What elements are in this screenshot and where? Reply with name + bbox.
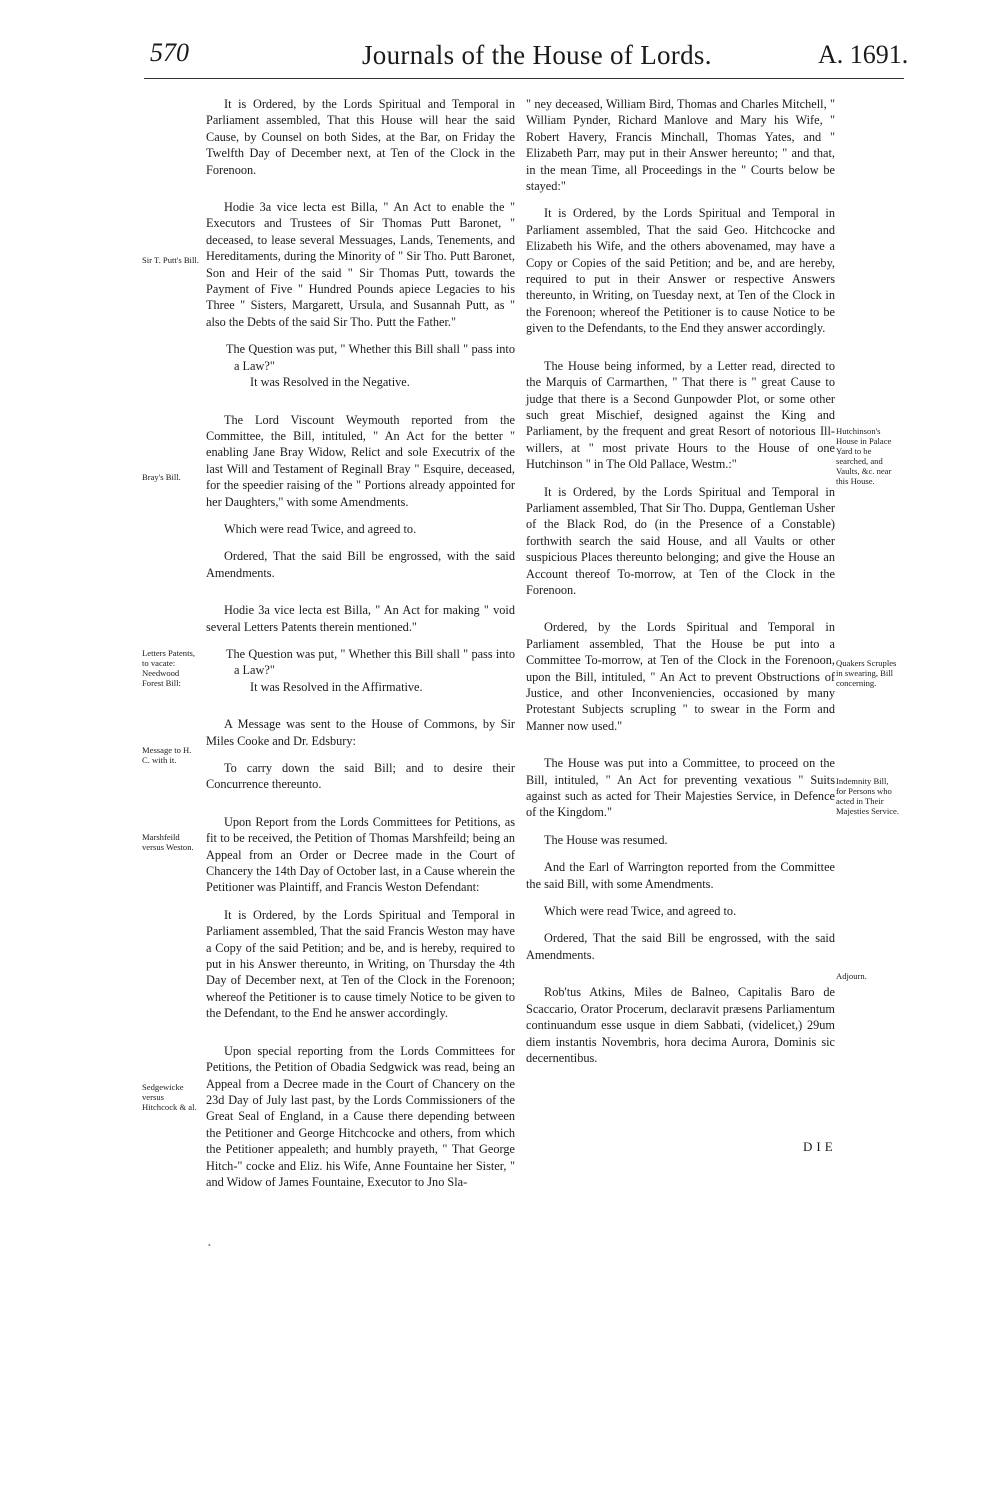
paragraph: It is Ordered, by the Lords Spiritual and Temporal in Parliament assembled, That the said Francis Weston may have a Copy of the said Petition; and be, and is hereby, required to put in his Answer thereunto, in Writing, on Thursday the 4th Day of December next, at Ten of the Clock in the Forenoon; whereof the Petitioner is to cause timely Notice to be given to the Defendant, to the End he answer accordingly. [206, 907, 515, 1021]
margin-note-quakers: Quakers Scruples in swearing, Bill concerning. [836, 658, 897, 688]
paragraph: The House was put into a Committee, to proceed on the Bill, intituled, " An Act for preventing vexatious " Suits against such as acted for Their Majesties Service, in Defence of the Kingdom." [526, 756, 835, 820]
margin-note-adjourn: Adjourn. [836, 971, 867, 981]
paragraph: The Lord Viscount Weymouth reported from the Committee, the Bill, intituled, " An Act for the better " enabling Jane Bray Widow, Relict and sole Executrix of the last Will and Testament of Reginall Bray " Esquire, deceased, for the speedier raising of the " Portions already appointed for her Daughters," with some Amendments. [206, 412, 515, 509]
paragraph: " ney deceased, William Bird, Thomas and Charles Mitchell, " William Pynder, Richard Manlove and Mary his Wife, " Robert Havery, Francis Minchall, Thomas Yates, and " Elizabeth Parr, may put in their Answer hereunto; " and that, in the mean Time, all Proceedings in the " Courts below be stayed:" [526, 97, 835, 194]
margin-note-message: Message to H. C. with it. [142, 745, 192, 765]
paragraph: The House being informed, by a Letter read, directed to the Marquis of Carmarthen, " That there is " great Cause to judge that there is a Second Gunpowder Plot, or some other such great Mischief, designed against the King and Parliament, by the frequent and great Resort of notorious Ill-willers, at " most private Hours to the House of one Hutchinson " in The Old Pallace, Westm.:" [526, 358, 835, 472]
margin-note-putt: Sir T. Putt's Bill. [142, 255, 199, 265]
paragraph: A Message was sent to the House of Commons, by Sir Miles Cooke and Dr. Edsbury: [206, 717, 515, 748]
paragraph: To carry down the said Bill; and to desire their Concurrence thereunto. [206, 761, 515, 792]
margin-note-hutchinson: Hutchinson's House in Palace Yard to be searched, and Vaults, &c. near this House. [836, 426, 892, 486]
header-rule [144, 78, 904, 79]
paragraph: Ordered, by the Lords Spiritual and Temporal in Parliament assembled, That the House be put into a Committee To-morrow, at Ten of the Clock in the Forenoon, upon the Bill, intituled, " An Act to prevent Obstructions of Justice, and other Inconveniencies, occasioned by many Protestant Subjects scrupling " to swear in the Form and Manner now used." [526, 620, 835, 733]
paragraph: It was Resolved in the Affirmative. [250, 679, 423, 694]
paragraph: And the Earl of Warrington reported from the Committee the said Bill, with some Amendments. [526, 860, 835, 891]
paragraph: Ordered, That the said Bill be engrossed, with the said Amendments. [206, 549, 515, 580]
paragraph: Ordered, That the said Bill be engrossed, with the said Amendments. [526, 931, 835, 962]
paragraph: Which were read Twice, and agreed to. [544, 904, 737, 919]
paragraph: It is Ordered, by the Lords Spiritual and Temporal in Parliament assembled, That Sir Tho. Duppa, Gentleman Usher of the Black Rod, do (in the Presence of a Constable) forthwith search the said House, and all Vaults or other suspicious Places thereunto belonging; and give the House an Account thereof To-morrow, at Ten of the Clock in the Forenoon. [526, 484, 835, 597]
margin-note-marshfeild: Marshfeild versus Weston. [142, 832, 194, 852]
paragraph: Which were read Twice, and agreed to. [224, 521, 417, 536]
paragraph: It is Ordered, by the Lords Spiritual and Temporal in Parliament assembled, That the said Geo. Hitchcocke and Elizabeth his Wife, and the others abovenamed, may have a Copy or Copies of the said Petition; and be, and are hereby, required to put in their Answer or respective Answers thereunto, in Writing, on Tuesday next, at Ten of the Clock in the Forenoon; whereof the Petitioner is to cause Notice to be given to the Defendants, to the End they answer accordingly. [526, 206, 835, 336]
paragraph: The House was resumed. [544, 832, 668, 847]
left-column [206, 96, 515, 1190]
paragraph: Upon special reporting from the Lords Committees for Petitions, the Petition of Obadia Sedgwick was read, being an Appeal from a Decree made in the Court of Chancery on the 23d Day of July last past, by the Lords Commissioners of the Great Seal of England, in a Cause there depending between the Petitioner and George Hitchcocke and others, from which the Petitioner appealeth; and humbly prayeth, " That George Hitch-" cocke and Eliz. his Wife, Anne Fountaine her Sister, " and Widow of James Fountaine, Executor to Jno Sla- [206, 1043, 515, 1189]
margin-note-indemnity: Indemnity Bill, for Persons who acted in Their Majesties Service. [836, 776, 900, 816]
page-number: 570 [150, 38, 189, 67]
margin-note-sedgewicke: Sedgewicke versus Hitchcock & al. [142, 1082, 197, 1112]
margin-note-bray: Bray's Bill. [142, 472, 181, 482]
paragraph: The Question was put, " Whether this Bill shall " pass into a Law?" [226, 646, 515, 678]
paragraph: The Question was put, " Whether this Bill shall " pass into a Law?" [226, 342, 515, 373]
year: A. 1691. [818, 40, 909, 69]
paragraph: Rob'tus Atkins, Miles de Balneo, Capitalis Baro de Scaccario, Orator Procerum, declaravit præsens Parliamentum continuandum esse usque in diem Sabbati, (videlicet,) 29um diem instantis Novembris, hora decima Aurora, Dominis sic decernentibus. [526, 985, 835, 1065]
paragraph: Hodie 3a vice lecta est Billa, " An Act for making " void several Letters Patents therein mentioned." [206, 603, 515, 634]
paragraph: Upon Report from the Lords Committees for Petitions, as fit to be received, the Petition of Thomas Marshfeild; being an Appeal from an Order or Decree made in the Court of Chancery the 14th Day of October last, in a Cause wherein the Petitioner was Plaintiff, and Francis Weston Defendant: [206, 814, 515, 895]
running-title: Journals of the House of Lords. [362, 40, 712, 70]
right-column [526, 96, 835, 1066]
margin-note-letters-patents: Letters Patents, to vacate: Needwood Forest Bill: [142, 648, 195, 688]
paragraph: It was Resolved in the Negative. [250, 375, 410, 390]
catchword: DIE [803, 1139, 837, 1154]
paragraph: Hodie 3a vice lecta est Billa, " An Act to enable the " Executors and Trustees of Sir Thomas Putt Baronet, " deceased, to lease several Messuages, Lands, Tenements, and Hereditaments, during the Minority of " Sir Tho. Putt Baronet, Son and Heir of the said " Sir Thomas Putt, towards the Payment of Five " Hundred Pounds apiece Legacies to his Three " Sisters, Margarett, Ursula, and Susannah Putt, as " also the Debts of the said Sir Tho. Putt the Father." [206, 200, 515, 329]
paragraph: It is Ordered, by the Lords Spiritual and Temporal in Parliament assembled, That this House will hear the said Cause, by Counsel on both Sides, at the Bar, on Friday the Twelfth Day of December next, at Ten of the Clock in the Forenoon. [206, 97, 515, 177]
printer-mark: ˛ [208, 1236, 212, 1247]
